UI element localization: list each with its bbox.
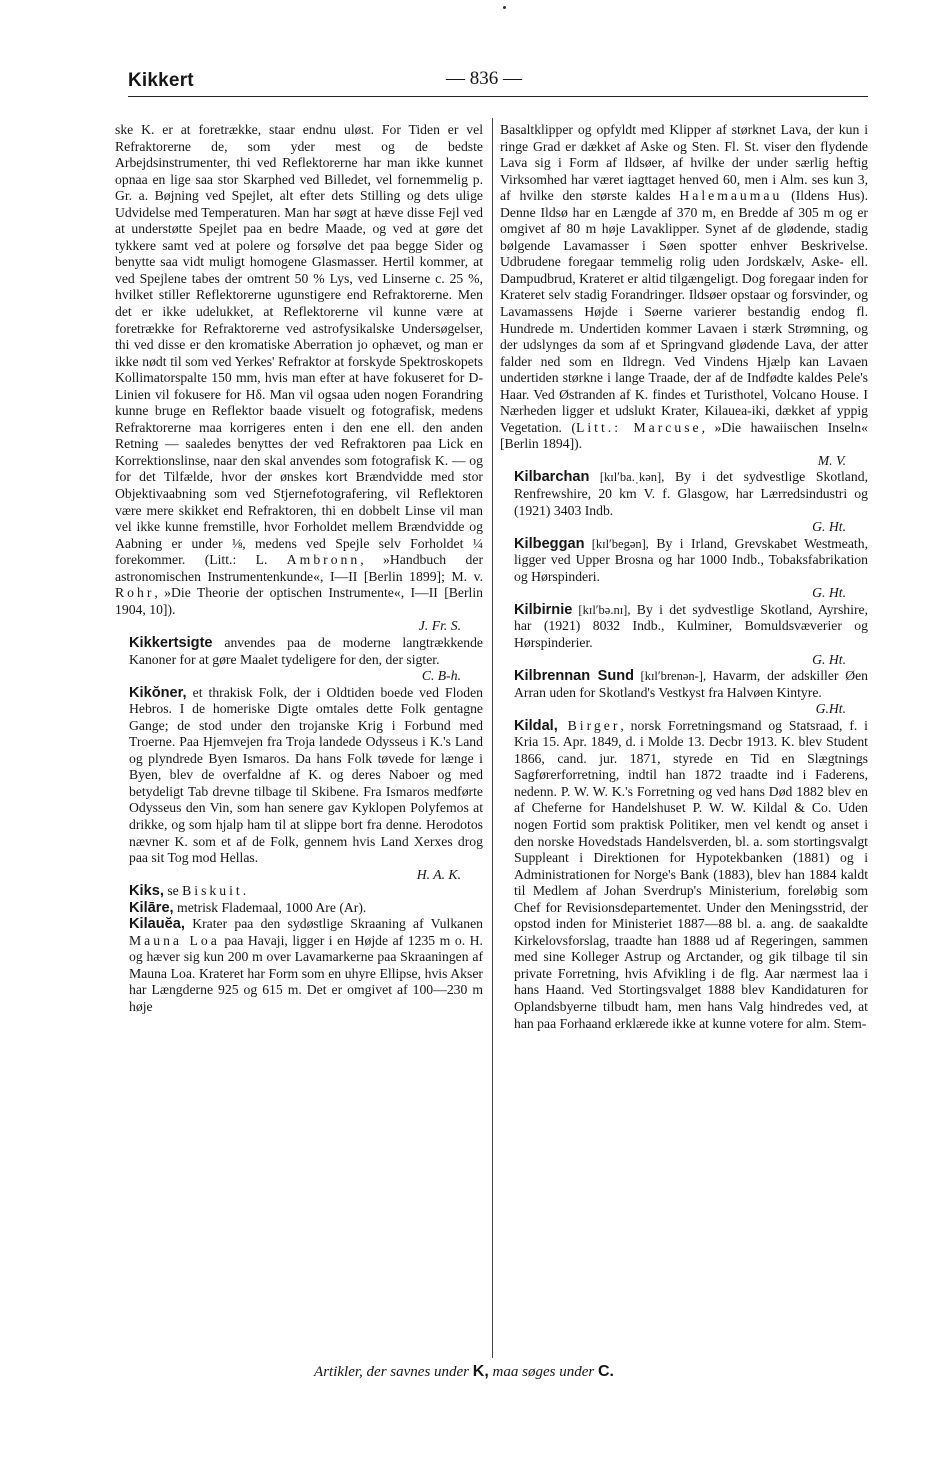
entry-kilbeggan: Kilbeggan [kɪlʹbegən], By i Irland, Grevskabet Westmeath, ligger ved Upper Brosna og har 1000 Indb., Tobaksfabrikation og Hørspinderi.	[514, 535, 868, 584]
entry-kikkert-continued: ske K. er at foretrække, staar endnu uløst. For Tiden er vel Refraktorerne de, som yder mest og de bedste Arbejdsinstrumenter, thi ved Reflektorerne har man ikke kunnet opnaa en lige saa stor Skarphed ved Billedet, vel fornemmelig p. Gr. a. Bøjning ved Spejlet, alt efter dets Stilling og dets ulige Udvidelse med Temperaturen. Man har søgt at hæve disse Fejl ved at understøtte Spejlet paa en bedre Maade, og ved at gøre det tykkere samt ved at polere og forsølve det paa begge Sider og benytte saa vidt muligt homogene Glasmasser. Hertil kommer, at ved Spejlene tabes der omtrent 50 % Lys, ved Linserne c. 25 %, hvilket stiller Reflektorerne ugunstigere end Refraktorerne. Men det er ikke udelukket, at Reflektorerne vil kunne være at foretrække for Refraktorerne ved astrofysikalske Undersøgelser, thi ved disse er den kromatiske Aberration jo ophævet, og man er ikke nødt til som ved Yerkes' Refraktor at forskyde Spektroskopets Kollimatorspalte 150 mm, hvis man efter at have fokuseret for D-Linien vil fokusere for Hδ. Man vil ogsaa uden nogen Forandring kunne bruge en Reflektor baade visuelt og fotografisk, medens Refraktorerne maa korrigeres enten i den ene ell. den anden Retning — saaledes benyttes der ved Refraktoren paa Lick en Korrektionslinse, naar den skal anvendes som fotografisk K. — og for det Tilfælde, hvor der ønskes kort Brændvidde med stor Objektivaabning som ved Stjernefotografering, vil Reflektoren være mere skikket end Refraktoren, thi en dobbelt Linse vil man vel ikke kunne fremstille, hvor Forholdet mellem Brændvidde og Aabning er under ⅛, medens ved Spejle selv Forholdet ¼ forekommer. (Litt.: L. Ambronn, »Handbuch der astronomischen Instrumentenkunde«, I—II [Berlin 1899]; M. v. Rohr, »Die Theorie der optischen Instrumente«, I—II [Berlin 1904, 10]).	[115, 122, 483, 617]
right-column	[500, 122, 868, 1032]
cross-reference: Mauna Loa	[129, 932, 220, 948]
signature: H. A. K.	[416, 866, 461, 882]
signature: G. Ht.	[812, 651, 846, 667]
entry-kikkertsigte: Kikkertsigte anvendes paa de moderne langtrækkende Kanoner for at gøre Maalet tydeligere for den, der sigter.	[129, 634, 483, 667]
page-header	[128, 64, 868, 94]
person-name: Birger	[557, 717, 621, 733]
author-ambronn: Ambronn	[286, 552, 361, 568]
column-separator	[492, 118, 493, 1358]
pronunciation: [kɪlʹbrenən-],	[634, 669, 707, 684]
headword: Kilāre,	[129, 899, 174, 916]
letter-c: C.	[597, 1363, 614, 1380]
letter-k: K,	[472, 1363, 489, 1380]
footer-note: Artikler, der savnes under K, maa søges under C.	[314, 1363, 614, 1380]
entry-kilare: Kilāre, metrisk Flademaal, 1000 Are (Ar).	[129, 899, 367, 916]
headword: Kildal,	[514, 717, 558, 734]
entry-kilbarchan: Kilbarchan [kɪlʹba.ˌkən], By i det sydvestlige Skotland, Renfrewshire, 20 km V. f. Glasgow, har Lærredsindustri og (1921) 3403 Indb.	[514, 469, 868, 518]
entry-kilauea-continued: Basaltklipper og opfyldt med Klipper af størknet Lava, der kun i ringe Grad er dækket af Aske og Sten. Fl. St. viser den flydende Lava sig i Form af Ildsøer, af hvilke der under særlig heftig Virksomhed har været iagttaget henved 60, men i Alm. ses kun 3, af hvilke den største kaldes Halemaumau (Ildens Hus). Denne Ildsø har en Længde af 370 m, en Bredde af 305 m og er omgivet af 80 m høje Lavaklipper. Synet af de glødende, stadig bølgende Lavamasser i Søen spotter enhver Beskrivelse. Udbrudene foregaar temmelig rolig uden Jordskælv, Aske- ell. Dampudbrud, Krateret er altid tilgængeligt. Dog foregaar inden for Krateret selv stadig Forandringer. Ildsøer opstaar og forsvinder, og Lavamassens Højde i Søerne varierer bestandig endog fl. Hundrede m. Undertiden kommer Lavaen i stærk Strømning, og der udslynges da som af et Springvand glødende Lava, der atter falder ned som en Ildregn. Ved Vindens Hjælp kan Lavaen undertiden størkne i lange Traade, der af de Indfødte kaldes Pele's Haar. Ved Østranden af K. findes et Turisthotel, Volcano House. I Nærheden ligger et udslukt Krater, Kilauea-iki, dækket af yppig Vegetation. (Litt.: Marcuse, »Die hawaiischen Inseln« [Berlin 1894]).	[500, 122, 869, 452]
place-name: Halemaumau	[679, 188, 783, 204]
signature: G. Ht.	[812, 519, 846, 535]
signature: M. V.	[817, 452, 846, 468]
entry-kilbirnie: Kilbirnie [kɪlʹbə.nɪ], By i det sydvestlige Skotland, Ayrshire, har (1921) 8032 Indb., Kulminer, Bomuldsvæverier og Hørspinderier.	[514, 601, 868, 650]
pronunciation: [kɪlʹbə.nɪ],	[572, 602, 631, 617]
entry-kilbrennan-sund: Kilbrennan Sund [kɪlʹbrenən-], Havarm, der adskiller Øen Arran uden for Skotland's Vestkyst fra Halvøen Kintyre.	[514, 668, 869, 700]
cross-reference: Biskuit.	[182, 883, 250, 899]
headword: Kilbarchan	[514, 469, 590, 486]
pronunciation: [kɪlʹba.ˌkən],	[589, 470, 665, 485]
entry-kildal: Kildal, Birger, norsk Forretningsmand og Statsraad, f. i Kria 15. Apr. 1849, d. i Molde 13. Decbr 1913. K. blev Student 1866, cand. jur. 1871, styrede en Tid en Slægtnings Sagførerforretning, indtil han 1872 traadte ind i Faderens, nedenn. P. W. W. K.'s Forretning og ved hans Død 1882 blev en af Cheferne for Handelshuset P. W. W. Kildal & Co. Uden nogen Fortid som praktisk Politiker, men vel kendt og anset i den norske Hovedstads Handelsverden, bl. a. som stortingsvalgt Suppleant i Direktionen for Hypotekbanken (1881) og i Administrationen for Norge's Bank (1883), blev han 1884 kaldt til Medlem af Johan Sverdrup's Ministerium, foreløbig som Chef for Revisionsdepartementet. Under den Meningsstrid, der opstod inden for Ministeriet 1887—88 bl. a. ang. de saakaldte Kirkelovsforslag, traadte han 1888 ud af Regeringen, sammen med sine Kolleger Astrup og Arctander, og gik tilbage til sin private Forretning, hvis Afvikling i de flg. Aar nærmest laa i hans Haand. Ved Stortingsvalget 1888 blev Kandidaturen for Oplandsbyerne tilbudt ham, men hans Valg hindredes ved, at han paa Forhaand erklærede ikke at kunne votere for alm. Stem-	[514, 717, 868, 1031]
signature: J. Fr. S.	[418, 618, 461, 634]
pronunciation: [kɪlʹbegən],	[584, 536, 649, 551]
header-rule	[128, 96, 868, 97]
print-speck	[503, 6, 506, 9]
headword: Kikkertsigte	[129, 634, 213, 651]
signature: G. Ht.	[812, 585, 846, 601]
signature: G.Ht.	[815, 701, 846, 717]
author-rohr: Rohr	[115, 585, 155, 601]
left-column	[115, 122, 483, 1016]
headword: Kilauĕa,	[129, 916, 185, 933]
headword: Kilbeggan	[514, 535, 585, 552]
headword: Kiks,	[129, 883, 164, 900]
signature: C. B-h.	[421, 668, 461, 684]
literature-ref: Litt.: Marcuse	[576, 419, 702, 435]
page-number: — 836 —	[446, 68, 522, 89]
headword: Kikŏner,	[129, 684, 187, 701]
entry-kiks: Kiks, se Biskuit.	[129, 883, 250, 900]
entry-kilauea: Kilauĕa, Krater paa den sydøstlige Skraaning af Vulkanen Mauna Loa paa Havaji, ligger i en Højde af 1235 m o. H. og hæver sig kun 200 m over Lavamarkerne paa Skraaningen af Mauna Loa. Krateret har Form som en uhyre Ellipse, hvis Akser har Længderne 925 og 615 m. Det er omgivet af 100—230 m høje	[129, 916, 483, 1014]
running-head: Kikkert	[128, 70, 194, 91]
entry-kikoner: Kikŏner, et thrakisk Folk, der i Oldtiden boede ved Floden Hebros. I de homeriske Digte omtales dette Folk gentagne Gange; de stod under den trojanske Krig i Forbund med Troerne. Paa Hjemvejen fra Troja landede Odysseus i K.'s Land og plyndrede Byen Ismaros. Da hans Folk tøvede for længe i Byen, blev de overfaldne af K. og deres Naboer og med betydeligt Tab drevne tilbage til Skibene. Fra Ismaros medførte Odysseus den Vin, som han senere gav Kyklopen Polyfemos at drikke, og som hjalp ham til at slippe bort fra denne. Herodotos nævner K. som et af de Folk, gennem hvis Land Xerxes drog paa sit Tog mod Hellas.	[129, 684, 483, 866]
headword: Kilbirnie	[514, 601, 573, 618]
headword: Kilbrennan Sund	[514, 668, 635, 685]
